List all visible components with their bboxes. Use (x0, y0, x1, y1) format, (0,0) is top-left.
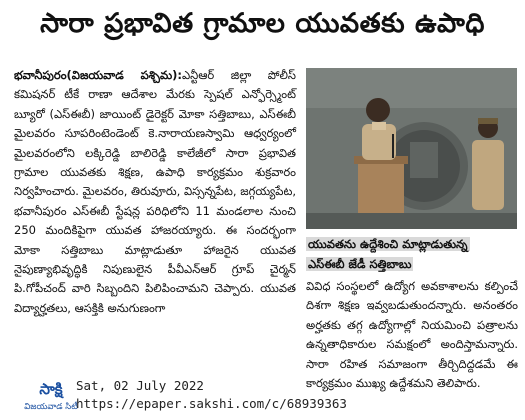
news-photo (306, 68, 517, 229)
article-body-left (14, 66, 296, 318)
article-body-right: వివిధ సంస్థలలో ఉద్యోగ అవకాశాలను కల్పించే దిశగా శిక్షణ ఇవ్వబడుతుందన్నారు. అనంతరం అర్హతకు తగ్గ ఉద్యోగాల్లో నియమించి పత్రాలను ఉన్నతాధికారుల సమక్షంలో అందిస్తామన్నారు. సారా రహిత సమాజంగా తీర్చిదిద్దడమే ఈ కార్యక్రమం ముఖ్య ఉద్దేశమని తెలిపారు. (306, 279, 518, 391)
caption-line-1: యువతను ఉద్దేశించి మాట్లాడుతున్న (308, 237, 468, 251)
footer (0, 376, 525, 420)
headline: సారా ప్రభావిత గ్రామాల యువతకు ఉపాధి (40, 8, 485, 39)
article-left-text: ఎన్టీఆర్ జిల్లా పోలీస్ కమిషనర్ టీకే రాణా ఆదేశాల మేరకు స్పెషల్ ఎన్ఫోర్స్మెంట్ బ్యూరో (ఎస్ఈబీ) జాయింట్ డైరెక్టర్ మోకా సత్తిబాబు, ఎస్ఈబీ మైలవరం సూపరింటెండెంట్ కె.నారాయణస్వామి ఆధ్వర్యంలో మైలవరంలోని లక్కిరెడ్డి బాలిరెడ్డి కాలేజీలో సారా ప్రభావిత గ్రామాల యువతకు శిక్షణ, ఉపాధి కార్యక్రమం శుక్రవారం నిర్వహించారు. మైలవరం, తిరువూరు, విస్సన్నపేట, జగ్గయ్యపేట, భవానీపురం ఎస్ఈబీ స్టేషన్ల పరిధిలోని 11 మండలాల నుంచి 250 మందికిపైగా యువత హాజరయ్యారు. ఈ సందర్భంగా మోకా సత్తిబాబు మాట్లాడుతూ హాజరైన యువత నైపుణ్యాభివృద్ధికి నిపుణులైన పీవీఎన్ఆర్ గ్రూప్ చైర్మన్ పి.గోపీచంద్ వారి సిబ్బందిని పిలిపించామని చెప్పారు. యువత విద్యార్హతలు, ఆసక్తికి అనుగుణంగా (14, 68, 296, 315)
photo-caption (306, 234, 517, 274)
publication-date: Sat, 02 July 2022 (76, 378, 204, 393)
logo-edition: విజయవాడ సిటీ (24, 402, 78, 412)
sakshi-logo (20, 380, 82, 414)
epaper-url[interactable]: https://epaper.sakshi.com/c/68939363 (76, 396, 347, 411)
dateline: భవానీపురం(విజయవాడ పశ్చిమ): (14, 68, 182, 82)
photo-illustration (306, 68, 517, 229)
caption-line-2: ఎస్ఈబీ జేడీ సత్తిబాబు (308, 257, 412, 271)
logo-brand: సాక్షి (39, 380, 63, 398)
